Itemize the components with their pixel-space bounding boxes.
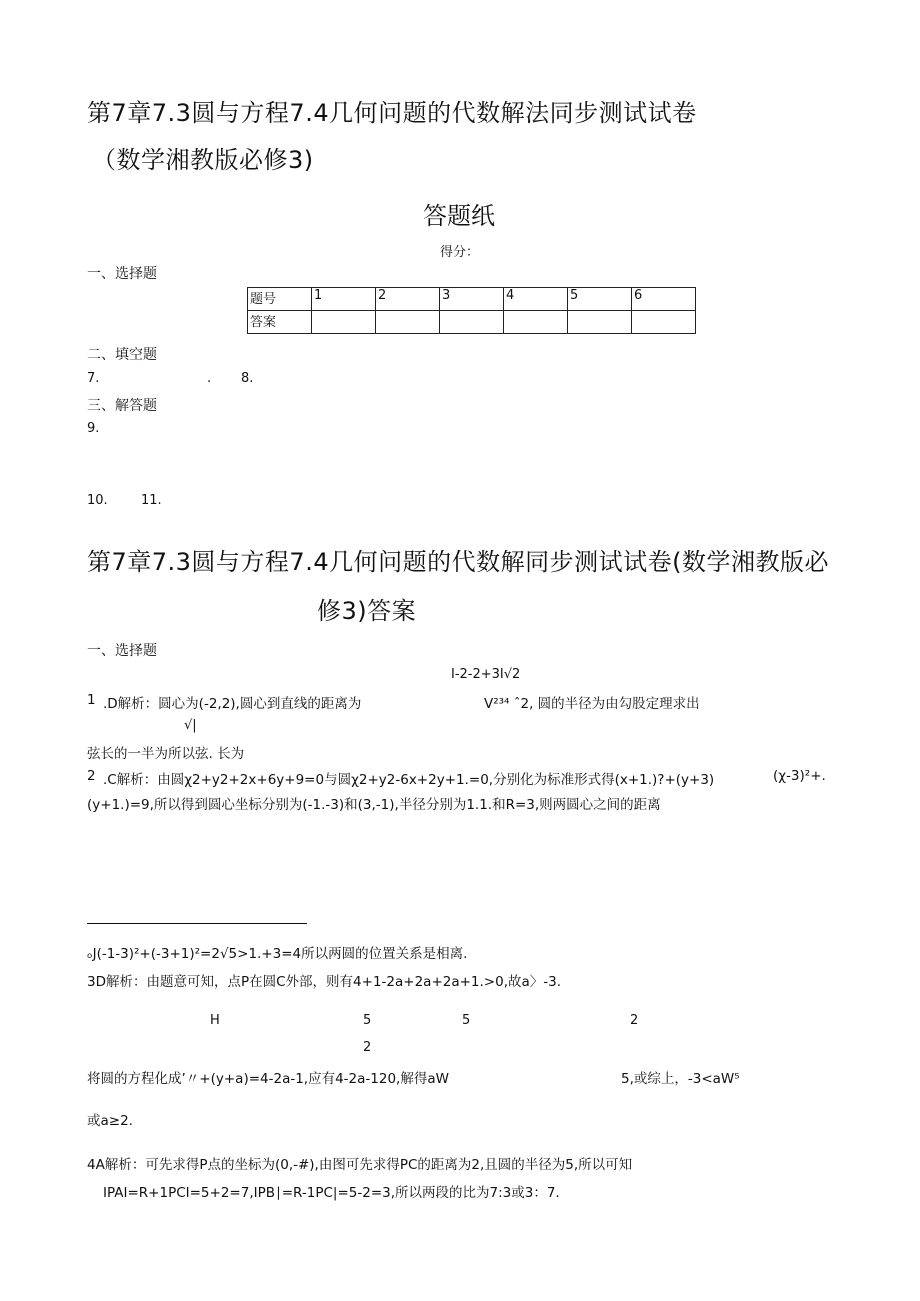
answer-3-line3: 或a≥2. bbox=[87, 1113, 133, 1129]
answer-cell bbox=[568, 311, 632, 334]
section-solve-heading: 三、解答题 bbox=[87, 398, 157, 414]
answer-3-mark-5b: 5 bbox=[462, 1013, 471, 1028]
question-7-label: 7. bbox=[87, 371, 100, 386]
answer-1-fraction-top: I-2-2+3I√2 bbox=[451, 667, 521, 682]
question-11-label: 11. bbox=[141, 493, 162, 508]
answer-2-line2: (y+1.)=9,所以得到圆心坐标分别为(-1.-3)和(3,-1),半径分别为1.1.和R=3,则两圆心之间的距离 bbox=[87, 797, 661, 813]
answer-1-root: √| bbox=[184, 718, 197, 733]
question-10-label: 10. bbox=[87, 493, 108, 508]
answer-3-line1: 3D解析：由题意可知，点P在圆C外部，则有4+1-2a+2a+2a+1.>0,故a〉-3. bbox=[87, 974, 562, 990]
answer-1-number: 1 bbox=[87, 692, 96, 708]
answer-cell bbox=[632, 311, 696, 334]
question-8-label: 8. bbox=[241, 371, 254, 386]
table-cell: 2 bbox=[376, 288, 440, 311]
answer-2-right: (χ-3)²+. bbox=[773, 768, 826, 784]
table-cell: 1 bbox=[312, 288, 376, 311]
table-cell: 4 bbox=[504, 288, 568, 311]
answer-sheet-title: 答题纸 bbox=[423, 202, 495, 230]
answer-1-text: .D解析：圆心为(-2,2),圆心到直线的距离为 bbox=[103, 696, 362, 712]
table-row bbox=[248, 288, 696, 311]
answer-1-fraction-bottom: V²³⁴ ˆ2, 圆的半径为由勾股定理求出 bbox=[484, 696, 700, 712]
question-9-label: 9. bbox=[87, 421, 100, 436]
table-cell: 6 bbox=[632, 288, 696, 311]
footnote-rule bbox=[87, 923, 307, 924]
doc-title-line2: （数学湘教版必修3) bbox=[92, 146, 314, 174]
answer-cell bbox=[376, 311, 440, 334]
answer-1-line2: 弦长的一半为所以弦. 长为 bbox=[87, 746, 245, 762]
answer-cell bbox=[312, 311, 376, 334]
answer-cell bbox=[440, 311, 504, 334]
answer-3-line2: 将圆的方程化成’〃+(y+a)=4-2a-1,应有4-2a-120,解得aW bbox=[87, 1071, 449, 1087]
answer-grid-table bbox=[247, 287, 696, 334]
answer-3-line2-right: 5,或综上，-3<aW⁵ bbox=[621, 1071, 740, 1087]
answer-2-number: 2 bbox=[87, 768, 96, 784]
answer-cell bbox=[504, 311, 568, 334]
answer-4-line1: 4A解析：可先求得P点的坐标为(0,-#),由图可先求得PC的距离为2,且圆的半径为5,所以可知 bbox=[87, 1157, 633, 1173]
table-cell: 答案 bbox=[248, 311, 312, 334]
answer-3-mark-2: 2 bbox=[630, 1013, 639, 1028]
answer-2-text: .C解析：由圆χ2+y2+2x+6y+9=0与圆χ2+y2-6x+2y+1.=0,分别化为标准形式得(x+1.)?+(y+3) bbox=[103, 772, 715, 788]
score-label: 得分： bbox=[440, 245, 480, 260]
section-fill-heading: 二、填空题 bbox=[87, 347, 157, 363]
answers-title-line1: 第7章7.3圆与方程7.4几何问题的代数解同步测试试卷(数学湘教版必 bbox=[87, 548, 829, 576]
table-row bbox=[248, 311, 696, 334]
table-cell: 3 bbox=[440, 288, 504, 311]
answer-3-mark-2b: 2 bbox=[363, 1040, 372, 1055]
question-7-dot: . bbox=[207, 371, 212, 386]
answers-section-choice: 一、选择题 bbox=[87, 643, 157, 659]
table-cell: 题号 bbox=[248, 288, 312, 311]
doc-title-line1: 第7章7.3圆与方程7.4几何问题的代数解法同步测试试卷 bbox=[87, 99, 697, 127]
answer-3-mark-h: H bbox=[210, 1013, 220, 1028]
section-choice-heading: 一、选择题 bbox=[87, 266, 157, 282]
answers-title-line2: 修3)答案 bbox=[317, 597, 417, 625]
table-cell: 5 bbox=[568, 288, 632, 311]
answer-4-line2: IPAI=R+1PCI=5+2=7,IPB∣=R-1PC|=5-2=3,所以两段的比为7:3或3：7. bbox=[103, 1185, 560, 1201]
answer-2-line3: ₒJ(-1-3)²+(-3+1)²=2√5>1.+3=4所以两圆的位置关系是相离. bbox=[87, 946, 468, 962]
answer-3-mark-5a: 5 bbox=[363, 1013, 372, 1028]
